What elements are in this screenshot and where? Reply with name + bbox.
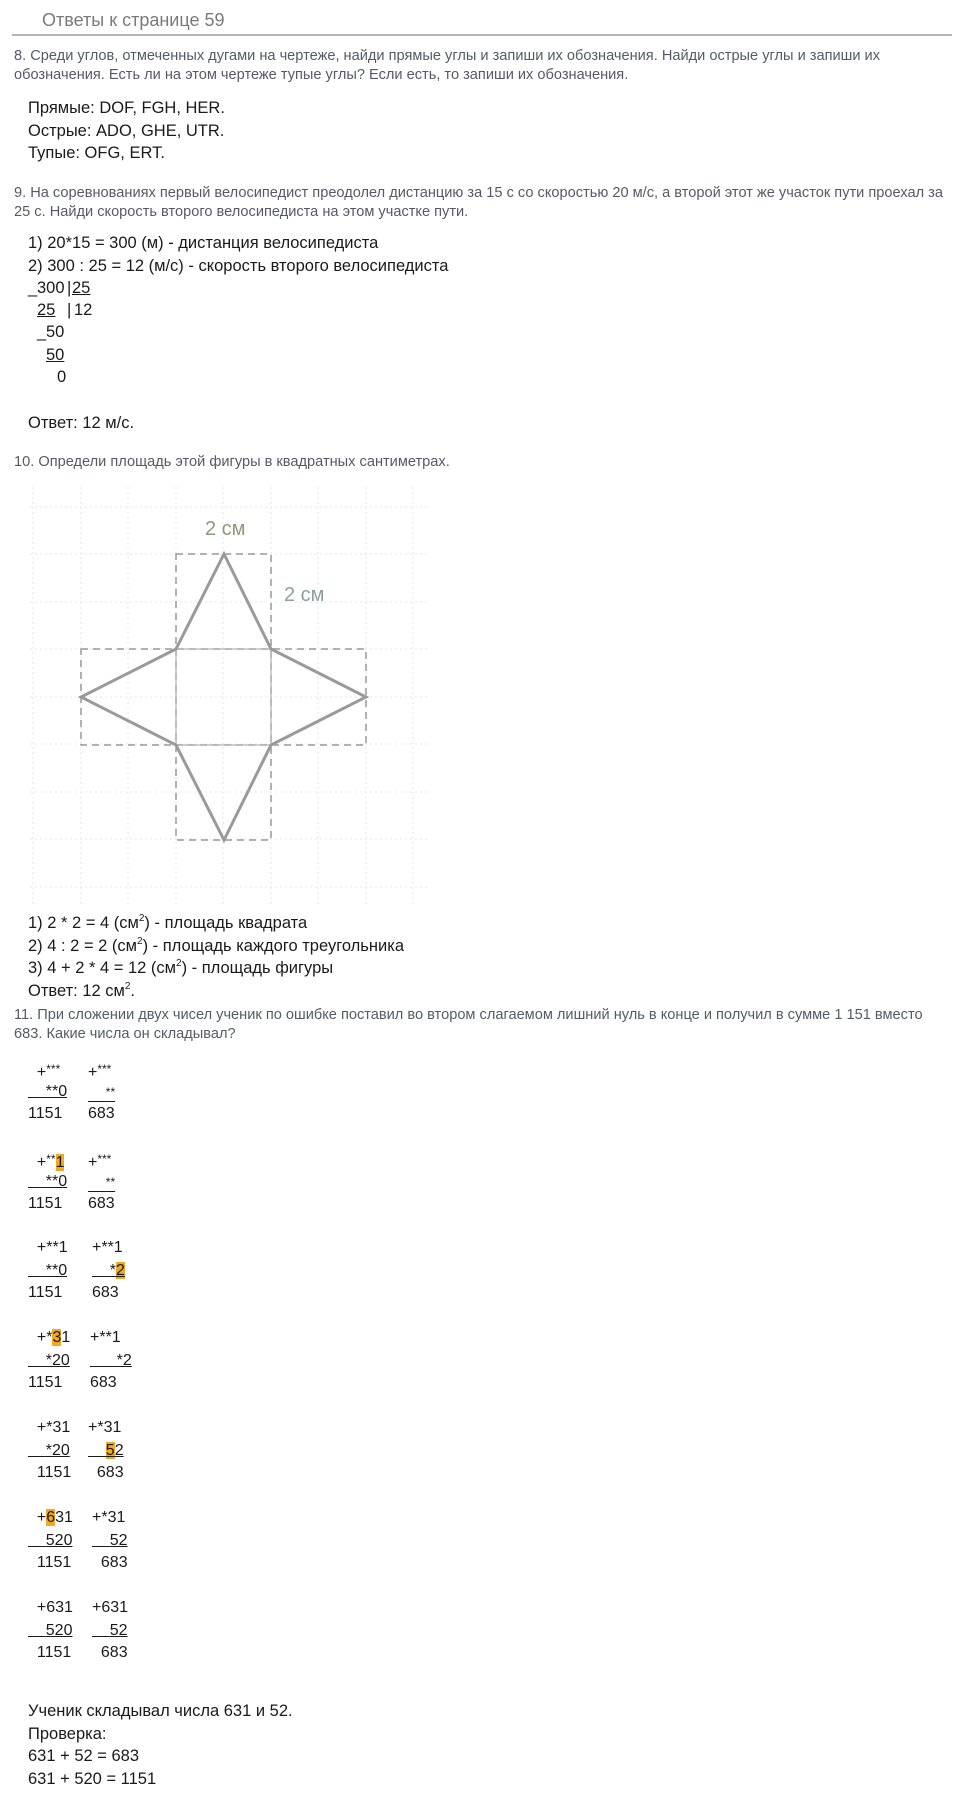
solution-step: 2) 300 : 25 = 12 (м/с) - скорость второго велосипедиста — [28, 256, 449, 275]
column-sum-right: +*** ** 683 — [88, 1152, 116, 1212]
label-top-2cm: 2 см — [205, 518, 246, 540]
column-sum-right: +*31 52 683 — [88, 1419, 124, 1481]
question-8-answers — [28, 97, 225, 165]
division-subtrahend: 25 — [37, 301, 56, 319]
division-remainder: 0 — [57, 368, 67, 386]
division-dividend: 300 — [37, 279, 65, 297]
page-header — [12, 4, 952, 36]
solution-step: 2) 4 : 2 = 2 $(см^2)$ - площадь каждого треугольника — [28, 935, 404, 955]
conclusion-line: 631 + 520 = 1151 — [28, 1769, 157, 1788]
solution-step: 3) 4 + 2 * 4 = 12 $(см^2)$ - площадь фигуры — [28, 958, 334, 977]
question-9-answer: Ответ: 12 м/с. — [28, 414, 135, 432]
column-sum-right: +631 52 683 — [92, 1599, 129, 1661]
answer-line: Ответ: 12 $см^2$. — [28, 980, 136, 1000]
column-sum-right: +**1 *2 683 — [90, 1329, 132, 1391]
conclusion-line: Проверка: — [28, 1724, 107, 1743]
column-sum-right: +**1 *2 683 — [92, 1239, 125, 1301]
column-sum-left: +*31 *20 1151 — [36, 1419, 72, 1481]
answer-line: Тупые: OFG, ERT. — [28, 144, 165, 162]
question-10-steps — [28, 912, 404, 1002]
division-quotient: 12 — [74, 301, 93, 319]
conclusion-line: Ученик складывал числа 631 и 52. — [28, 1702, 293, 1720]
grid-lines — [30, 487, 430, 904]
division-remainder: 50 — [46, 323, 65, 341]
page-title: Ответы к странице 59 — [42, 10, 225, 30]
solution-step: 1) 2 * 2 = 4 $(см^2)$ - площадь квадрата — [28, 913, 308, 932]
question-10-text: 10. Определи площадь этой фигуры в квадратных сантиметрах. — [14, 454, 450, 470]
column-sum-left: +631 520 1151 — [36, 1509, 73, 1571]
column-sum-left: +*** **0 1151 — [28, 1062, 68, 1122]
division-subtrahend: 50 — [46, 346, 65, 364]
answer-line: Острые: ADO, GHE, UTR. — [28, 121, 225, 140]
question-9-text: 9. На соревнованиях первый велосипедист преодолел дистанцию за 15 с со скоростью 20 м/с, а второй этот же участок пути проехал за 25 с. Найди скорость второго велосипедиста на этом участке пути. — [14, 185, 943, 220]
division-divisor: 25 — [72, 279, 91, 297]
column-sum-right: +*** ** 683 — [88, 1062, 116, 1122]
question-9-steps — [28, 232, 448, 277]
column-sum-right: +*31 52 683 — [92, 1509, 128, 1571]
star-figure-diagram — [30, 487, 430, 904]
conclusion-line: 631 + 52 = 683 — [28, 1747, 140, 1765]
solution-step: 1) 20*15 = 300 (м) - дистанция велосипедиста — [28, 234, 379, 252]
label-right-2cm: 2 см — [284, 584, 325, 606]
column-sum-left: +**1 **0 1151 — [28, 1239, 68, 1301]
column-sum-left: +**1 **0 1151 — [28, 1152, 68, 1212]
question-11-conclusion — [28, 1700, 293, 1790]
column-sum-left: +*31 *20 1151 — [28, 1329, 71, 1391]
question-11-text: 11. При сложении двух чисел ученик по ошибке поставил во втором слагаемом лишний нуль в конце и получил в сумме 1 151 вместо 683. Какие числа он складывал? — [14, 1007, 923, 1042]
column-sum-left: +631 520 1151 — [36, 1599, 73, 1661]
answer-line: Прямые: DOF, FGH, HER. — [28, 99, 225, 117]
question-8-text: 8. Среди углов, отмеченных дугами на чертеже, найди прямые углы и запиши их обозначения. Найди острые углы и запиши их обозначения. Есть ли на этом чертеже тупые углы? Если есть, то запиши их обозначения. — [14, 48, 881, 83]
